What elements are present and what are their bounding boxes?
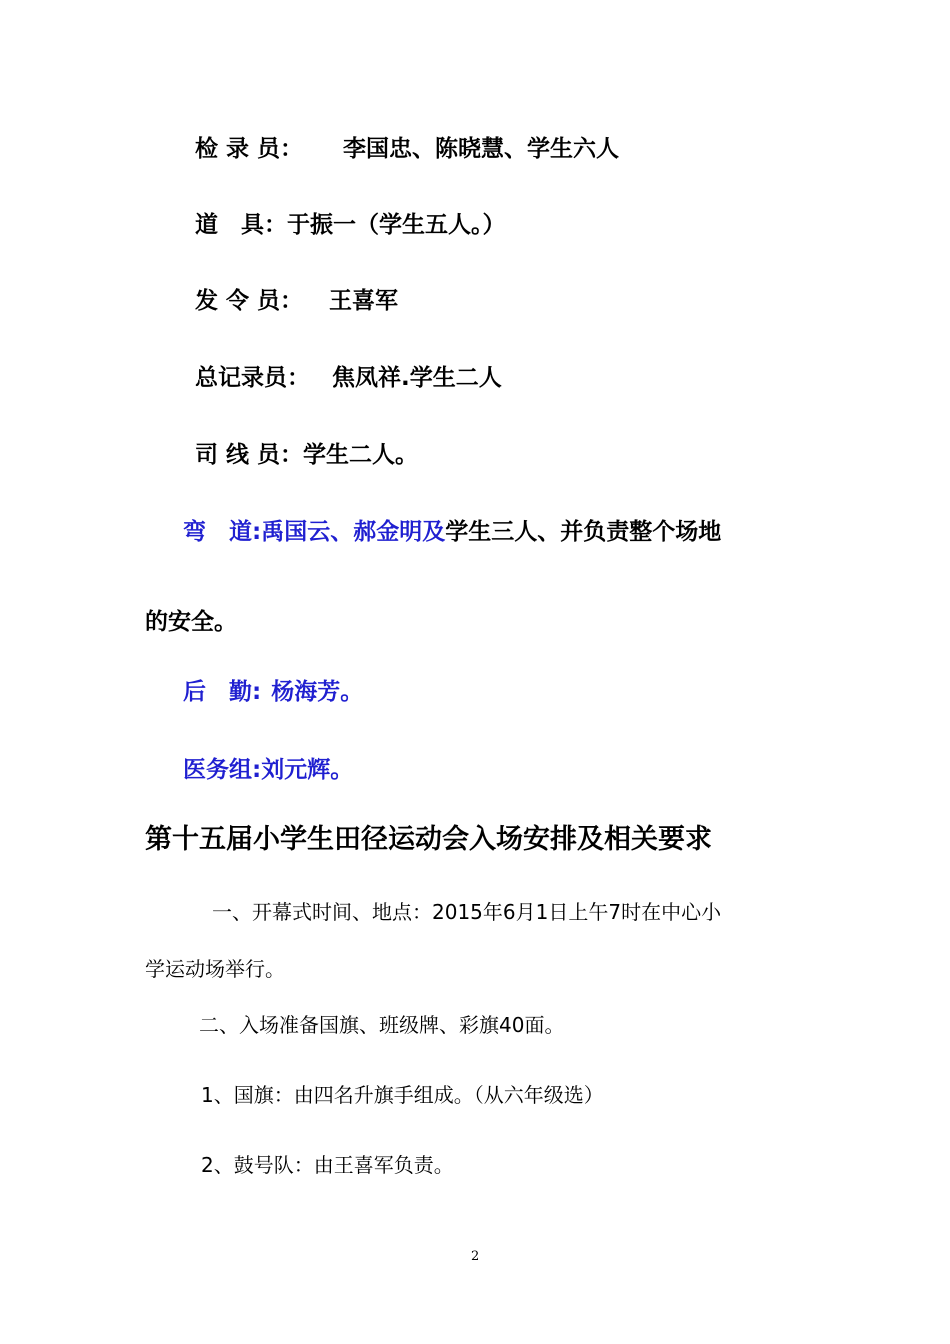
paragraph-2: 二、入场准备国旗、班级牌、彩旗40面。 [199,1013,565,1037]
role-falingyuan [195,290,398,313]
role-houqin [183,681,363,704]
section-title: 第十五届小学生田径运动会入场安排及相关要求 [145,824,712,855]
role-zongjiluyuan-label: 总记录员： [195,365,310,391]
role-jianluyuan-value: 李国忠、陈晓慧、学生六人 [343,136,620,162]
role-falingyuan-label: 发 令 员： [195,288,304,314]
paragraph-1-continuation: 学运动场举行。 [145,957,285,981]
role-yiwuzu [183,759,353,782]
role-daoju [195,214,506,237]
role-daoju-value: 于振一（学生五人。） [287,212,506,238]
role-zongjiluyuan [195,367,502,390]
role-houqin-label: 后 勤: [183,679,262,705]
paragraph-3: 1、国旗：由四名升旗手组成。（从六年级选） [201,1083,604,1107]
paragraph-4: 2、鼓号队：由王喜军负责。 [201,1153,454,1177]
role-jianluyuan [195,138,619,161]
role-falingyuan-value: 王喜军 [329,288,399,314]
role-wandao-continuation [145,611,237,634]
role-houqin-value: 杨海芳。 [271,679,364,705]
role-wandao-continuation-text: 的安全。 [145,609,237,635]
role-zongjiluyuan-value: 焦凤祥.学生二人 [332,365,502,391]
role-sixianyuan-label: 司 线 员： [195,442,304,468]
role-wandao-label: 弯 道: [183,519,262,545]
role-wandao-value-blue: 禹国云、郝金明及 [261,519,446,545]
role-yiwuzu-value: 刘元辉。 [261,757,354,783]
paragraph-1: 一、开幕式时间、地点：2015年6月1日上午7时在中心小 [212,900,722,924]
role-daoju-label: 道 具： [195,212,287,238]
role-wandao-value-black: 学生三人、并负责整个场地 [445,519,722,545]
role-wandao [183,521,721,544]
role-sixianyuan-value: 学生二人。 [303,442,419,468]
role-jianluyuan-label: 检 录 员： [195,136,304,162]
page-number: 2 [471,1249,480,1264]
role-yiwuzu-label: 医务组: [183,757,262,783]
role-sixianyuan [195,444,418,467]
